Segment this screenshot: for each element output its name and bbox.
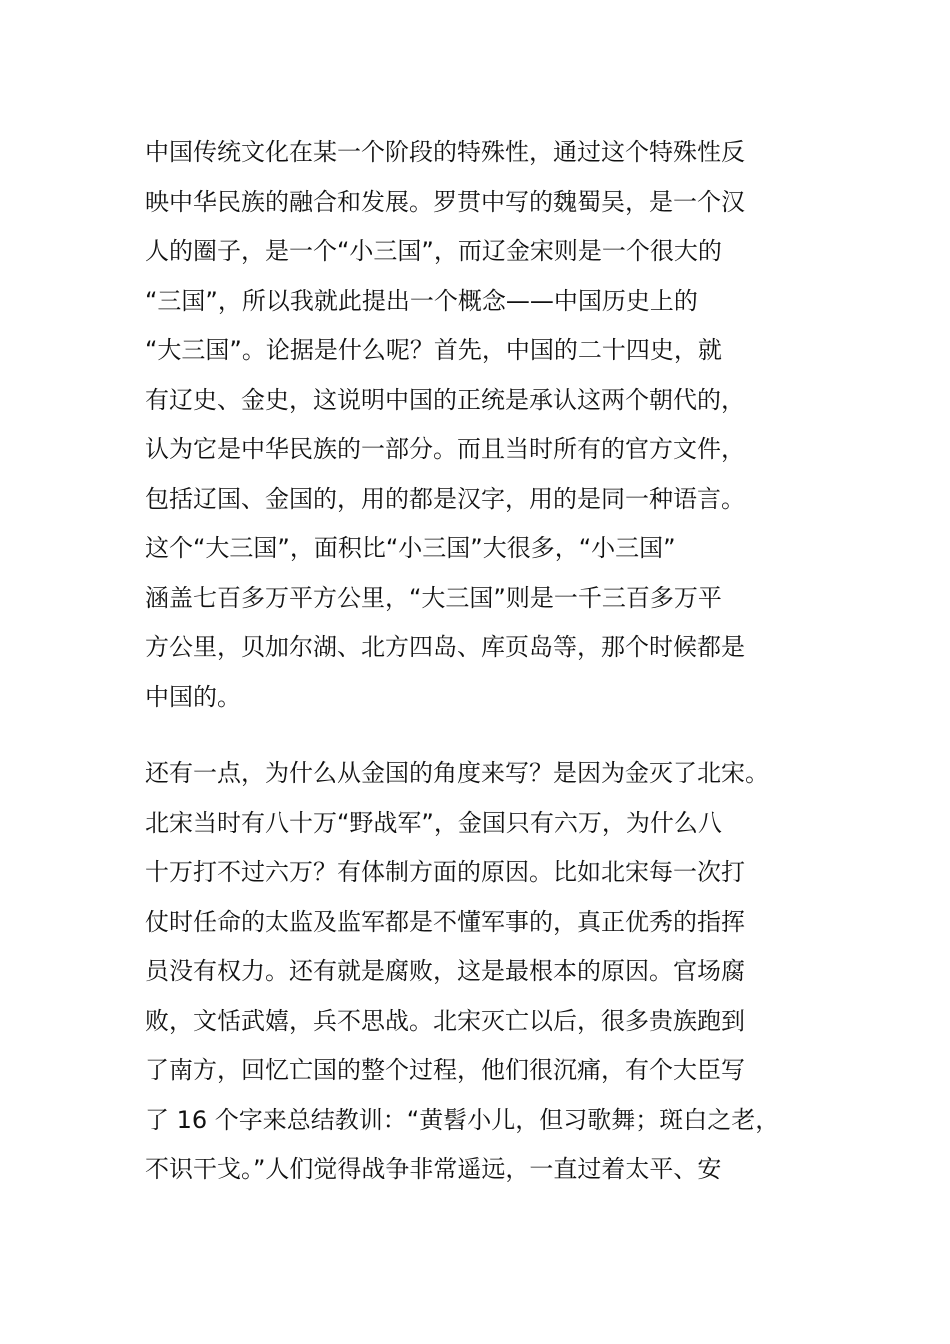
text-line: 有辽史、金史，这说明中国的正统是承认这两个朝代的，: [145, 385, 745, 414]
paragraph-1: [145, 128, 825, 722]
text-line: 包括辽国、金国的，用的都是汉字，用的是同一种语言。: [145, 484, 745, 513]
text-line: 了 16 个字来总结教训：“黄髫小儿，但习歌舞；斑白之老，: [145, 1105, 780, 1134]
text-line: 还有一点，为什么从金国的角度来写？是因为金灭了北宋。: [145, 759, 769, 787]
text-line: “三国”，所以我就此提出一个概念——中国历史上的: [145, 286, 698, 315]
text-line: 北宋当时有八十万“野战军”，金国只有六万，为什么八: [145, 808, 722, 837]
text-line: 员没有权力。还有就是腐败，这是最根本的原因。官场腐: [145, 957, 745, 985]
text-line: 映中华民族的融合和发展。罗贯中写的魏蜀吴，是一个汉: [145, 187, 745, 216]
text-line: 这个“大三国”，面积比“小三国”大很多，“小三国”: [145, 534, 676, 562]
text-line: 十万打不过六万？有体制方面的原因。比如北宋每一次打: [145, 858, 745, 886]
text-line: 仗时任命的太监及监军都是不懂军事的，真正优秀的指挥: [145, 907, 745, 936]
text-line: 了南方，回忆亡国的整个过程，他们很沉痛，有个大臣写: [145, 1056, 745, 1084]
text-line: 败，文恬武嬉，兵不思战。北宋灭亡以后，很多贵族跑到: [145, 1006, 745, 1035]
text-line: 人的圈子，是一个“小三国”，而辽金宋则是一个很大的: [145, 237, 722, 265]
text-line: 中国传统文化在某一个阶段的特殊性，通过这个特殊性反: [145, 138, 745, 166]
text-line: 涵盖七百多万平方公里，“大三国”则是一千三百多万平: [145, 583, 722, 612]
text-line: 不识干戈。”人们觉得战争非常遥远，一直过着太平、安: [145, 1155, 722, 1183]
text-line: 认为它是中华民族的一部分。而且当时所有的官方文件，: [145, 435, 745, 463]
text-line: “大三国”。论据是什么呢？首先，中国的二十四史，就: [145, 336, 722, 364]
text-line: 中国的。: [145, 682, 241, 711]
text-line: 方公里，贝加尔湖、北方四岛、库页岛等，那个时候都是: [145, 633, 745, 661]
paragraph-2: [145, 749, 825, 1195]
